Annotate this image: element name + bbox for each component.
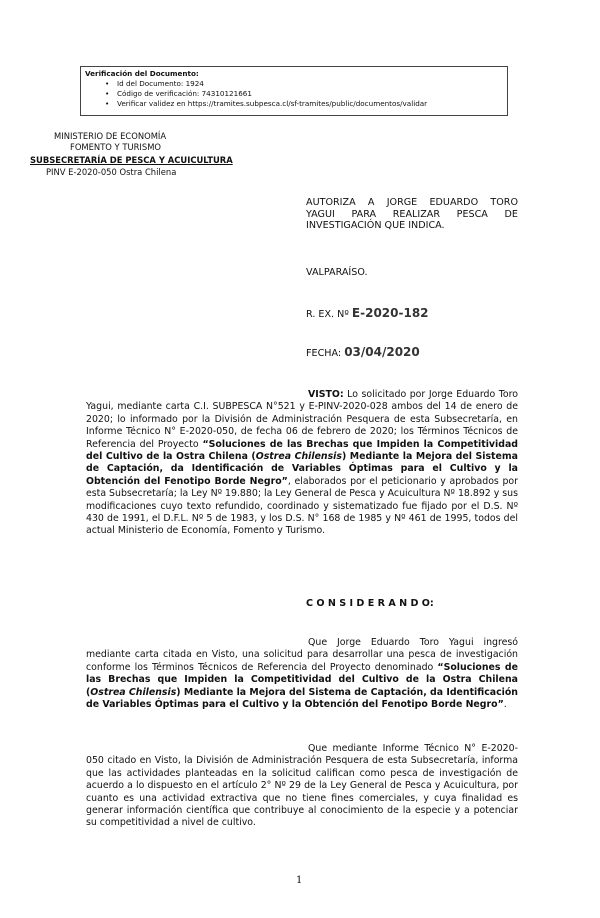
place: VALPARAÍSO. [306, 267, 368, 278]
considerando-paragraph-1: Que Jorge Eduardo Toro Yagui ingresó mediante carta citada en Visto, una solicitud para desarrollar una pesca de investigación conforme los Términos Técnicos de Referencia del Proyecto denominado “Soluciones de las Brechas que Impiden la Competitividad del Cultivo de la Ostra Chilena (Ostrea Chilensis) Mediante la Mejora del Sistema de Captación, da Identificación de Variables Óptimas para el Cultivo y la Obtención del Fenotipo Borde Negro”. [86, 637, 518, 711]
visto-paragraph: VISTO: Lo solicitado por Jorge Eduardo Toro Yagui, mediante carta C.I. SUBPESCA N°521 y E-PINV-2020-028 ambos del 14 de enero de 2020; lo informado por la División de Administración Pesquera de esta Subsecretaría, en Informe Técnico N° E-2020-050, de fecha 06 de febrero de 2020; los Términos Técnicos de Referencia del Proyecto “Soluciones de las Brechas que Impiden la Competitividad del Cultivo de la Ostra Chilena (Ostrea Chilensis) Mediante la Mejora del Sistema de Captación, da Identificación de Variables Óptimas para el Cultivo y la Obtención del Fenotipo Borde Negro”, elaborados por el peticionario y aprobados por esta Subsecretaría; la Ley Nº 19.880; la Ley General de Pesca y Acuicultura Nº 18.892 y sus modificaciones cuyo texto refundido, coordinado y sistematizado fue fijado por el D.S. Nº 430 de 1991, el D.F.L. Nº 5 de 1983, y los D.S. N° 168 de 1985 y Nº 461 de 1995, todos del actual Ministerio de Economía, Fomento y Turismo. [86, 389, 519, 537]
file-reference: PINV E-2020-050 Ostra Chilena [46, 167, 177, 177]
verification-list [85, 79, 507, 109]
ministry-name: MINISTERIO DE ECONOMÍA [54, 131, 167, 141]
verification-item: • Código de verificación: 74310121661 [105, 89, 252, 98]
subject-block: AUTORIZA A JORGE EDUARDO TORO YAGUI PARA REALIZAR PESCA DE INVESTIGACIÓN QUE INDICA. [306, 197, 518, 231]
verification-item: • Id del Documento: 1924 [105, 79, 204, 88]
resolution-number: R. EX. Nº E-2020-182 [306, 306, 429, 320]
verification-box [80, 66, 508, 116]
resolution-date: FECHA: 03/04/2020 [306, 345, 420, 359]
verification-item[interactable]: • Verificar validez en https://tramites.subpesca.cl/sf-tramites/public/documentos/validar [105, 99, 428, 108]
ministry-subname: FOMENTO Y TURISMO [70, 142, 162, 152]
verification-title: Verificación del Documento: [85, 69, 199, 78]
considerando-paragraph-2: Que mediante Informe Técnico N° E-2020-050 citado en Visto, la División de Administración Pesquera de esta Subsecretaría, informa que las actividades planteadas en la solicitud califican como pesca de investigación de acuerdo a lo dispuesto en el artículo 2° Nº 29 de la Ley General de Pesca y Acuicultura, por cuanto es una actividad extractiva que no tiene fines comerciales, y cuya finalidad es generar información científica que contribuye al conocimiento de la especie y a potenciar su competitividad a nivel de cultivo. [86, 743, 518, 829]
subsecretaria-name: SUBSECRETARÍA DE PESCA Y ACUICULTURA [30, 155, 233, 165]
considerando-heading: C O N S I D E R A N D O: [306, 598, 434, 609]
page-number: 1 [296, 875, 303, 886]
